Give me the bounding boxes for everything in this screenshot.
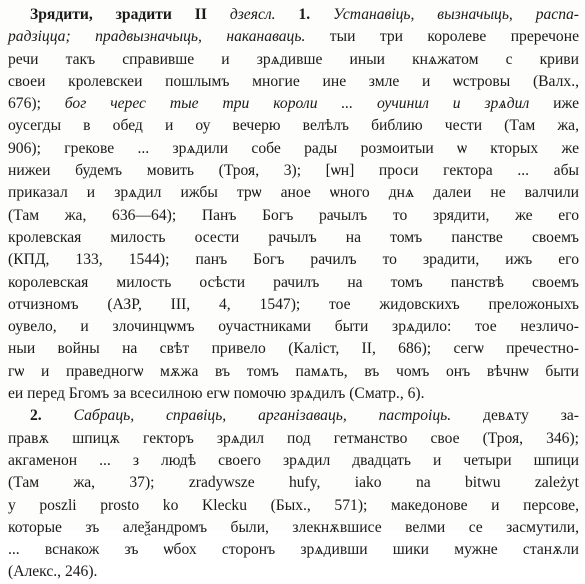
entry-line — [8, 138, 579, 160]
citation-text: гѡ и праведногѡ мѫжа въ томъ памѧть, въ чомъ онъ вѣчнѡ быти — [8, 362, 579, 380]
citation-text: отчизномъ (АЗР, III, 4, 1547); тое жидовскихъ преложоныхъ — [8, 295, 579, 313]
citation-text — [42, 407, 74, 424]
entry-line — [8, 205, 579, 227]
entry-line — [8, 26, 579, 48]
entry-line — [8, 450, 579, 472]
entry-line — [8, 316, 579, 338]
entry-line — [8, 249, 579, 271]
citation-text: (Там жа, 37); zradywsze hufy, iako na bitwu zależyt — [8, 474, 579, 492]
entry-line — [8, 361, 579, 383]
citation-text: (Там жа, 636—64); Панъ Богъ рачылъ то зрядити, же его — [8, 206, 579, 224]
entry-line — [8, 4, 579, 26]
citation-text: речи такъ справивше и зрѧдивше иныи кнѧжатом с криви — [8, 50, 579, 68]
citation-text: акгаменон ... з людѣ своего зрѧдил двадцать и четыри шпици — [8, 451, 579, 469]
citation-text: ныи войны на свѣт привело (Каліст, II, 686); сегѡ пречестно- — [8, 340, 579, 358]
citation-text: (КПД, 133, 1544); панъ Богъ рачилъ то зрадити, ижъ его — [8, 251, 579, 269]
definition-text: бог черес тые три короли ... оучинил и зрѧдил — [64, 95, 530, 113]
citation-text — [172, 6, 195, 23]
citation-text — [207, 6, 230, 23]
headword-text: 1. — [298, 6, 311, 23]
entry-line — [8, 338, 579, 360]
citation-text: ... вснакож зъ ѡбох сторонъ зрѧдивши шики мужне станѫли — [8, 541, 579, 559]
citation-text: (Алекс., 246). — [8, 563, 98, 581]
definition-text: радзіцца; прадвызначыць, наканаваць. — [8, 28, 306, 46]
headword-text: Зрядити, зрадити — [30, 6, 172, 23]
entry-line — [8, 428, 579, 450]
entry-line — [8, 272, 579, 294]
citation-text: которые зъ алеѯандромъ были, злекнѫвшисе велми се засмутили, — [8, 518, 579, 536]
entry-line — [8, 383, 579, 405]
citation-text — [276, 6, 299, 23]
citation-text: 906); грекове ... зрѧдили собе рады розмоитыи ѡ кторых же — [8, 139, 579, 157]
entry-line — [8, 472, 579, 494]
entry-line — [8, 71, 579, 93]
entry-line — [8, 294, 579, 316]
citation-text: 676); — [8, 95, 65, 113]
citation-text: кролевская милость осести рачылъ на томъ панстве своемъ — [8, 228, 579, 246]
citation-text: нижеи будемъ мовить (Троя, 3); [ѡн] проси гектора ... абы — [8, 162, 579, 180]
citation-text: девѧту за- — [451, 407, 579, 425]
entry-line — [8, 49, 579, 71]
citation-text: своеи кролевскеи пошлымъ многие ине змле и ѡстровы (Валх., — [8, 72, 579, 90]
headword-text: II — [194, 6, 207, 23]
entry-line — [8, 227, 579, 249]
citation-text: тыи три королеве преречоне — [305, 28, 579, 46]
citation-text: y poszli prosto ko Klecku (Бых., 571); македонове и персове, — [8, 496, 579, 514]
definition-text: Сабраць, справіць, арганізаваць, пастроіць. — [73, 407, 452, 425]
entry-line — [8, 182, 579, 204]
citation-text: оусегды в обед и оу вечерю велѣлъ библию чести (Там жа, — [8, 117, 579, 135]
citation-text: оувело, и злочинцѡмъ оучастниками быти зрѧдило: тое незличо- — [8, 318, 579, 336]
definition-text: Устанавіць, вызначыць, распа- — [333, 6, 580, 23]
entry-line — [8, 495, 579, 517]
citation-text: королевская милость осѣсти рачилъ на томъ панствѣ своемъ — [8, 273, 579, 291]
dictionary-entry — [8, 4, 579, 584]
definition-text: дзеясл. — [229, 6, 276, 23]
entry-line — [8, 405, 579, 427]
citation-text: иже — [529, 95, 579, 113]
entry-line — [8, 160, 579, 182]
entry-line — [8, 115, 579, 137]
entry-line — [8, 539, 579, 561]
entry-line — [8, 561, 579, 583]
headword-text: 2. — [30, 407, 42, 425]
entry-line — [8, 517, 579, 539]
entry-line — [8, 93, 579, 115]
citation-text: приказал и зрѧдил ижбы трѡ аное ѡного днѧ далеи не валчили — [8, 184, 579, 202]
citation-text — [310, 6, 333, 23]
citation-text: еи перед Бгомъ за всесилною егѡ помочю зрѧдилъ (Сматр., 6). — [8, 385, 425, 403]
citation-text: правѫ шпицѫ гекторъ зрѧдил под гетманство свое (Троя, 346); — [8, 429, 579, 447]
